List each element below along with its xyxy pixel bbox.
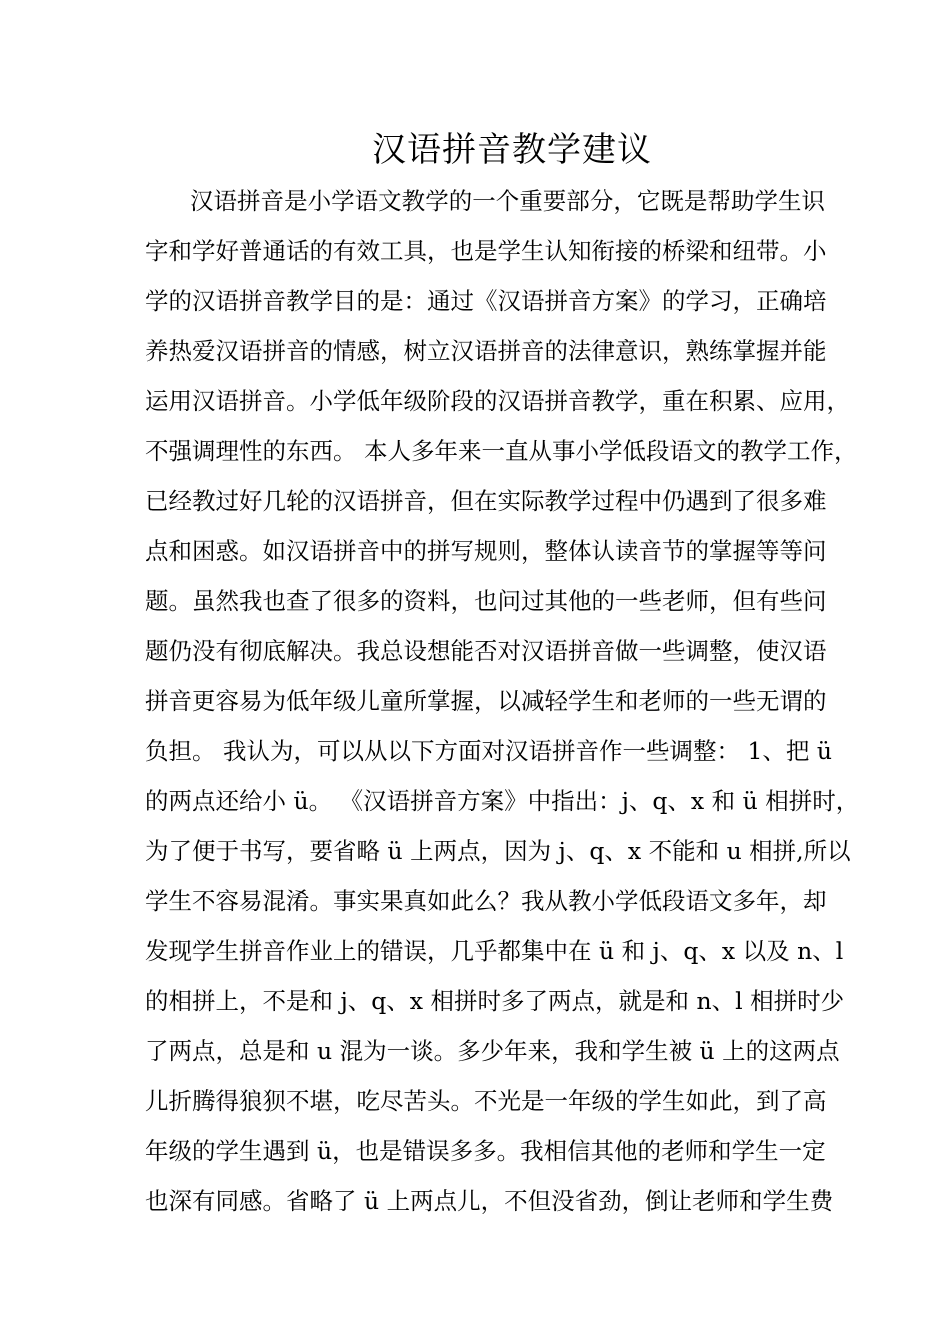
text-line: 发现学生拼音作业上的错误，几乎都集中在 ü 和 j、q、x 以及 n、l <box>145 937 844 965</box>
document-body <box>145 181 860 1231</box>
text-line: 负担。 我认为，可以从以下方面对汉语拼音作一些调整： 1、把 ü <box>145 737 832 765</box>
text-line: 的相拼上，不是和 j、q、x 相拼时多了两点，就是和 n、l 相拼时少 <box>145 987 845 1015</box>
text-line: 题。虽然我也查了很多的资料，也问过其他的一些老师，但有些问 <box>145 587 827 615</box>
text-line: 学生不容易混淆。事实果真如此么？我从教小学低段语文多年，却 <box>145 887 827 915</box>
text-line: 点和困惑。如汉语拼音中的拼写规则，整体认读音节的掌握等等问 <box>145 537 827 565</box>
text-line: 学的汉语拼音教学目的是：通过《汉语拼音方案》的学习，正确培 <box>145 287 827 315</box>
document-title: 汉语拼音教学建议 <box>372 130 652 170</box>
text-line: 拼音更容易为低年级儿童所掌握，以减轻学生和老师的一些无谓的 <box>145 687 827 715</box>
text-line: 题仍没有彻底解决。我总设想能否对汉语拼音做一些调整，使汉语 <box>145 637 827 665</box>
text-line: 养热爱汉语拼音的情感，树立汉语拼音的法律意识，熟练掌握并能 <box>145 337 827 365</box>
text-line: 已经教过好几轮的汉语拼音，但在实际教学过程中仍遇到了很多难 <box>145 487 827 515</box>
text-line: 年级的学生遇到 ü，也是错误多多。我相信其他的老师和学生一定 <box>145 1137 826 1165</box>
text-line: 为了便于书写，要省略 ü 上两点，因为 j、q、x 不能和 u 相拼,所以 <box>145 837 851 865</box>
text-line: 的两点还给小 ü。 《汉语拼音方案》中指出：j、q、x 和 ü 相拼时， <box>145 787 860 815</box>
text-line: 字和学好普通话的有效工具，也是学生认知衔接的桥梁和纽带。小 <box>145 237 827 265</box>
text-line: 也深有同感。省略了 ü 上两点儿，不但没省劲，倒让老师和学生费 <box>145 1187 834 1215</box>
text-line: 了两点，总是和 u 混为一谈。多少年来，我和学生被 ü 上的这两点 <box>145 1037 840 1065</box>
text-line: 儿折腾得狼狈不堪，吃尽苦头。不光是一年级的学生如此，到了高 <box>145 1087 827 1115</box>
text-line: 不强调理性的东西。 本人多年来一直从事小学低段语文的教学工作， <box>145 437 858 465</box>
text-line: 运用汉语拼音。小学低年级阶段的汉语拼音教学，重在积累、应用， <box>145 387 850 415</box>
text-line: 汉语拼音是小学语文教学的一个重要部分，它既是帮助学生识 <box>190 187 825 215</box>
